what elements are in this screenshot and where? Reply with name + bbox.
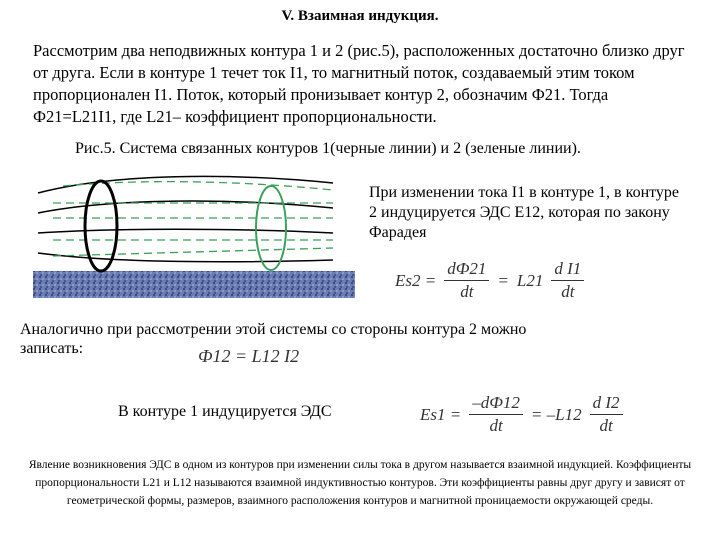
page-title: V. Взаимная индукция. <box>281 8 439 24</box>
circuit-1 <box>85 181 117 271</box>
formula3-fraction-1 <box>469 392 523 437</box>
formula3-num2: d I2 <box>590 392 623 415</box>
faraday-text: При изменении тока I1 в контуре 1, в контуре 2 индуцируется ЭДС E12, которая по закону Фарадея <box>369 184 680 241</box>
ground-texture <box>33 271 355 298</box>
ems-text: В контуре 1 индуцируется ЭДС <box>118 403 332 420</box>
formula3-den2: dt <box>599 416 613 435</box>
formula1-equals: = <box>497 270 509 290</box>
formula1-coef: L21 <box>516 270 544 290</box>
formula1-lhs: Es2 = <box>395 270 437 290</box>
analog-paragraph: Аналогично при рассмотрении этой системы со стороны контура 2 можно записать: <box>20 321 527 357</box>
intro-paragraph: Рассмотрим два неподвижных контура 1 и 2 (рис.5), расположенных достаточно близко друг от друга. Если в контуре 1 течет ток I1, то магнитный поток, создаваемый этим током пропорционален I1. Поток, который пронизывает контур 2, обозначим Ф21. Тогда Ф21=L21I1, где L21– коэффициент пропорциональности. <box>33 41 685 126</box>
figure-caption: Рис.5. Система связанных контуров 1(черные линии) и 2 (зеленые линии). <box>75 140 581 157</box>
formula-e-s1 <box>420 392 623 437</box>
formula3-fraction-2 <box>590 392 623 437</box>
footer-paragraph: Явление возникновения ЭДС в одном из контуров при изменении силы тока в другом называется взаимной индукцией. Коэффициенты пропорциональности L21 и L12 называются взаимной индуктивностью контуров. Эти коэффициенты равны друг другу и зависят от геометрической формы, размеров, взаимного расположения контуров и магнитной проницаемости окружающей среды. <box>28 459 692 507</box>
formula1-fraction-1 <box>444 258 489 303</box>
formula3-equals-coef: = –L12 <box>530 404 582 424</box>
formula1-den1: dt <box>460 282 474 301</box>
formula3-den1: dt <box>489 416 503 435</box>
formula-e-s2 <box>395 258 584 303</box>
green-field-lines <box>53 182 333 256</box>
formula3-num1: –dФ12 <box>469 392 523 415</box>
formula1-den2: dt <box>561 282 575 301</box>
formula3-lhs: Es1 = <box>420 404 462 424</box>
formula1-num1: dФ21 <box>444 258 489 281</box>
formula-phi12: Ф12 = L12 I2 <box>198 346 300 366</box>
coupled-circuits-figure <box>33 168 355 298</box>
formula1-fraction-2 <box>551 258 584 303</box>
formula1-num2: d I1 <box>551 258 584 281</box>
circuit-2 <box>256 186 286 270</box>
